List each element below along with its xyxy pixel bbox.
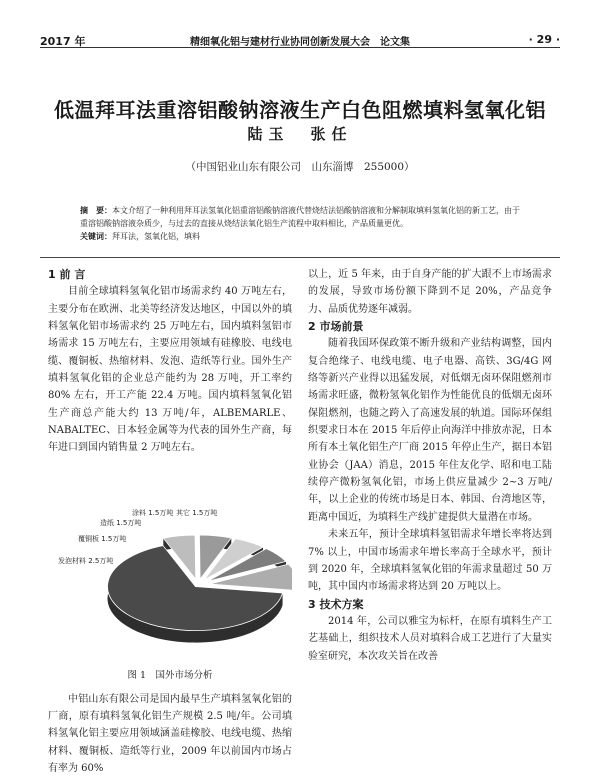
section-3-heading: 3 技术方案 bbox=[308, 597, 364, 611]
section-3-paragraph-1: 2014 年，公司以雅宝为标杆，在原有填料生产工艺基础上，组织技术人员对填料合成工艺进行了大量实验室研究，本次攻关旨在改善 bbox=[308, 615, 552, 662]
paper-affiliation: （中国铝业山东有限公司 山东淄博 255000） bbox=[185, 161, 415, 173]
running-header bbox=[0, 0, 600, 50]
section-2-paragraph-2: 未来五年，预计全球填料氢铝需求年增长率将达到 7% 以上，中国市场需求年增长率高于全球水平，预计到 2020 年，全球填料氢氧化铝的年需求量超过 50 万吨，其中国内市场需求将达到 20 万吨以上。 bbox=[308, 529, 552, 593]
left-column bbox=[48, 266, 292, 778]
section-2-heading: 2 市场前景 bbox=[308, 320, 364, 334]
pie-label-foam: 发泡材料 2.5万吨 bbox=[58, 556, 114, 565]
pie-label-other: 其它 1.5万吨 bbox=[176, 508, 218, 517]
keywords-text: 拜耳法，氢氧化铝，填料 bbox=[112, 232, 200, 241]
figure-1-caption: 图 1 国外市场分析 bbox=[127, 669, 213, 681]
section-1-paragraph-1: 目前全球填料氢氧化铝市场需求约 40 万吨左右，主要分布在欧洲、北美等经济发达地区，中国以外的填料氢氧化铝市场需求约 25 万吨左右，国内填料氢铝市场需求 15 万吨左右，主要应用领域有硅橡胶、电线电缆、覆铜板、热缩材料、发泡、造纸等行业。国外生产填料氢氧化铝的企业总产能约为 28 万吨，开工率约 80% 左右，开工产能 22.4 万吨。国内填料氢氧化铝生产商总产能大约 13 万吨/年，ALBEMARLE、NABALTEC、日本轻金属等为代表的国外生产商，每年进口到国内销售量 2 万吨左右。 bbox=[48, 286, 292, 454]
header-page-number: · 29 · bbox=[528, 33, 560, 46]
header-conference: 精细氧化铝与建材行业协同创新发展大会 论文集 bbox=[190, 37, 410, 48]
pie-label-paper: 造纸 1.5万吨 bbox=[100, 518, 142, 527]
paper-title: 低温拜耳法重溶铝酸钠溶液生产白色阻燃填料氢氧化铝 bbox=[54, 98, 546, 122]
section-1-heading: 1 前 言 bbox=[48, 268, 86, 281]
abstract-label: 摘 要： bbox=[80, 206, 112, 215]
pie-label-ccl: 覆铜板 1.5万吨 bbox=[78, 534, 127, 543]
section-1-paragraph-2-continued: 以上，近 5 年来，由于自身产能的扩大跟不上市场需求的发展，导致市场份额下降到不足 20%，产品竞争力、品质优势逐年减弱。 bbox=[308, 269, 552, 315]
abstract-text: 本文介绍了一种利用拜耳法氢氧化铝重溶铝酸钠溶液代替烧结法铝酸钠溶液和分解制取填料氢氧化铝的新工艺，由于重溶铝酸钠溶液杂质少，与过去的直接从烧结法氧化铝生产流程中取料相比，产品质量更优。 bbox=[80, 206, 520, 228]
abstract-block bbox=[80, 204, 522, 243]
keywords-label: 关键词： bbox=[80, 232, 112, 241]
header-rule bbox=[40, 47, 560, 48]
section-2-paragraph-1: 随着我国环保政策不断升级和产业结构调整，国内复合绝缘子、电线电缆、电子电器、高铁、3G/4G 网络等新兴产业得以迅猛发展，对低烟无卤环保阻燃剂市场需求旺盛，微粉氢氧化铝作为性能优良的低烟无卤环保阻燃剂，也随之跨入了高速发展的轨道。国际环保组织要求日本在 2015 年后停止向海洋中排放赤泥，日本所有本土氧化铝生产厂商 2015 年停止生产，据日本铝业协会（JAA）消息，2015 年住友化学、昭和电工陆续停产微粉氢氧化铝，市场上供应量减少 2~3 万吨/年，以上企业的传统市场是日本、韩国、台湾地区等，距离中国近，为填料生产线扩建提供大量潜在市场。 bbox=[308, 338, 552, 523]
pie-label-coating: 涂料 1.5万吨 bbox=[132, 508, 174, 517]
section-1-paragraph-2: 中铝山东有限公司是国内最早生产填料氢氧化铝的厂商，原有填料氢氧化铝生产规模 2.5 吨/年。公司填料氢氧化铝主要应用领域涵盖硅橡胶、电线电缆、热缩材料、覆铜板、造纸等行业，2009 年以前国内市场占有率为 60% bbox=[48, 693, 292, 775]
paper-authors: 陆玉 张任 bbox=[247, 125, 353, 143]
abstract-rule bbox=[40, 257, 560, 258]
right-column bbox=[308, 266, 552, 665]
header-year: 2017 年 bbox=[40, 35, 86, 48]
figure-1 bbox=[48, 463, 292, 691]
